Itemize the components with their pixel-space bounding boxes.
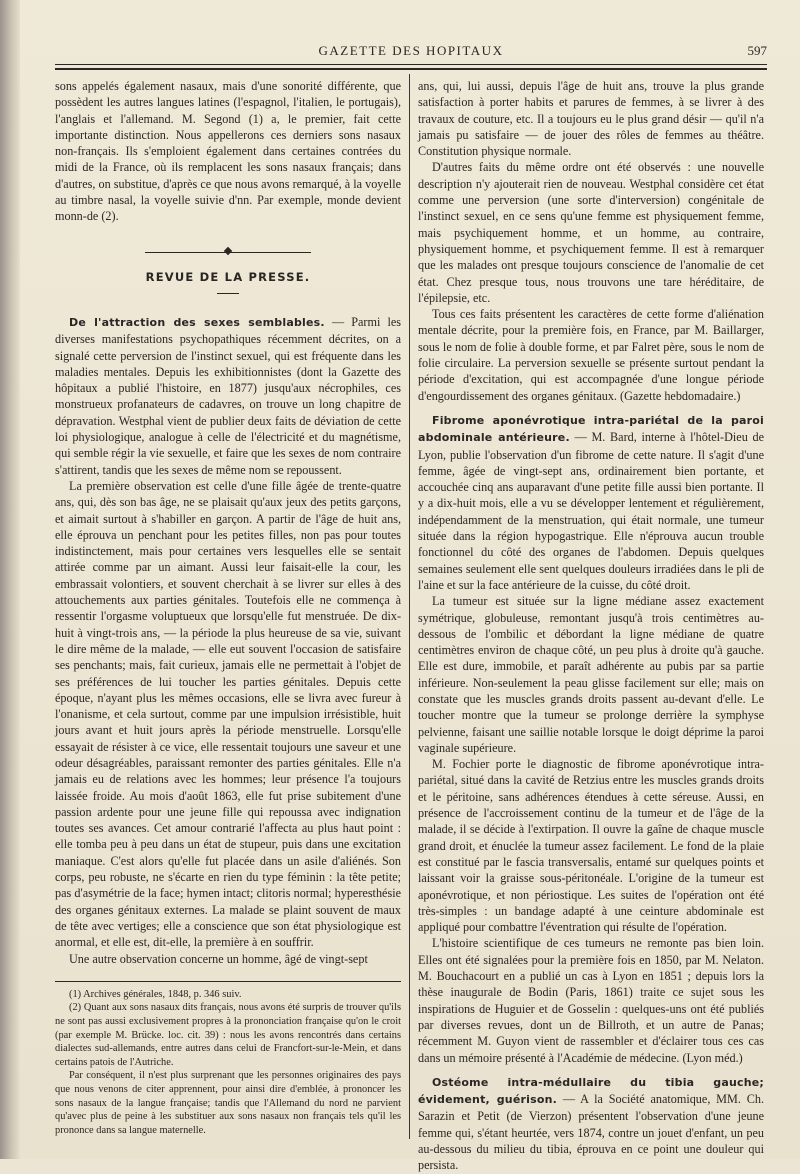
article-paragraph: De l'attraction des sexes semblables. — Parmi les diverses manifestations psychopathiques récemment décrites, on a signalé cette perversion de l'instinct sexuel, qui est fréquente dans les maladies mentales. Depuis les exhibitionnistes (dont la Gazette des hôpitaux a publié l'histoire, en 1877) jusqu'aux nécrophiles, ces monstrueux profanateurs de cadavres, on trouve un long chapitre de dépravation. Westphal vient de publier deux faits de déviation de cette loi physiologique, analogue à celle de l'électricité et du magnétisme, qui semble régir la vie sexuelle, et faire que les sexes de nom contraire s'attirent, tandis que les sexes de même nom se repoussent. bbox=[55, 314, 402, 477]
article-paragraph: La tumeur est située sur la ligne médiane assez exactement symétrique, globuleuse, remontant jusqu'à trois centimètres au-dessous de l'ombilic et débordant la ligne médiane de quatre centimètres environ de chaque côté, un peu plus à droite qu'à gauche. Elle est dure, immobile, et paraît adhérente au pubis par sa partie inférieure. Non-seulement la peau glisse facilement sur elle; mais on constate que les muscles grands droits passent au-devant d'elle. Le toucher montre que la tumeur se prolonge derrière la symphyse pelvienne, faisant une saillie notable lorsque le doigt déprime la paroi vaginale supérieure. bbox=[418, 594, 764, 755]
header-rule-thin bbox=[55, 64, 767, 65]
left-column bbox=[55, 78, 401, 1137]
article-paragraph: Fibrome aponévrotique intra-pariétal de la paroi abdominale antérieure. — M. Bard, interne à l'hôtel-Dieu de Lyon, publie l'observation d'un fibrome de cette nature. Il s'agit d'une femme, âgée de vingt-sept ans, ordinairement bien portante, et accouchée cinq ans auparavant d'une petite fille aussi bien portante. Il y a dix-huit mois, elle a vu se développer lentement et régulièrement, indépendamment de la menstruation, qui était normale, une tumeur située dans la région hypogastrique. Elle n'éprouva aucun trouble fonctionnel du côté des organes de l'abdomen. Depuis quelques semaines seulement elle sent quelques douleurs irradiées dans le pli de l'aine et sur la face antérieure de la cuisse, du côté droit. bbox=[418, 413, 765, 592]
page-number: 597 bbox=[747, 43, 767, 58]
footnotes bbox=[55, 988, 401, 1138]
article-paragraph: D'autres faits du même ordre ont été observés : une nouvelle description n'y ajouterait rien de nouveau. Westphal considère cet état comme une perversion (une sorte d'interversion) congénitale de l'instinct sexuel, en ce sens qu'une femme est physiquement femme, mais psychiquement homme, et un homme, au contraire, physiquement homme, et psychiquement femme. Il est à remarquer que les malades ont presque toujours conscience de l'anomalie de cet état. Chez presque tous, nous trouvons une tare héréditaire, de l'épilepsie, etc. bbox=[418, 160, 764, 305]
article-heading: Ostéome intra-médullaire du tibia gauche; évidement, guérison. bbox=[418, 1075, 764, 1107]
footnote: Par conséquent, il n'est plus surprenant que les personnes originaires des pays que nous venons de citer apprennent, pour ainsi dire d'emblée, à prononcer les sons nasaux de la langue française; tandis que l'Allemand du nord ne parvient qu'avec plus de peine à les substituer aux sons nasaux non français tels qu'il les prononce dans sa langue maternelle. bbox=[55, 1070, 401, 1136]
article-paragraph: Ostéome intra-médullaire du tibia gauche; évidement, guérison. — A la Société anatomique, MM. Ch. Sarazin et Petit (de Vierzon) présentent l'observation d'une jeune femme qui, s'étant heurtée, vers 1874, contre un jouet d'enfant, un peu au-dessous du milieu du tibia, éprouva en ce point une douleur qui persista. bbox=[418, 1075, 765, 1173]
right-column bbox=[418, 78, 764, 1174]
running-header bbox=[55, 41, 767, 61]
diamond-ornament-icon bbox=[224, 246, 232, 254]
article-paragraph: M. Fochier porte le diagnostic de fibrome aponévrotique intra-pariétal, situé dans la cavité de Retzius entre les muscles grands droits et le péritoine, sans adhérences étendues à cette séreuse. Aussi, en présence de l'accroissement continu de la tumeur et de l'âge de la malade, il se décide à l'extirpation. Il ouvre la gaîne de chaque muscle grand droit, et énuclée la tumeur assez facilement. Le fond de la plaie est constitué par le fascia transversalis, entamé sur quelques points et laissant voir la graisse sous-péritonéale. L'origine de la tumeur est aponévrotique, et non périostique. Les suites de l'opération ont été très-simples : un bandage adapté à une ceinture abdominale est appliqué pour combattre l'éventration qui résulte de l'opération. bbox=[418, 757, 764, 935]
article-paragraph: ans, qui, lui aussi, depuis l'âge de huit ans, trouve la plus grande satisfaction à porter habits et parures de femmes, à se livrer à des travaux de couture, etc. Il a toujours eu le plus grand désir — qu'il n'a jamais pu satisfaire — de jouer des rôles de femmes au théâtre. Constitution physique normale. bbox=[418, 79, 764, 159]
article-paragraph: Une autre observation concerne un homme, âgé de vingt-sept bbox=[69, 951, 368, 966]
article-paragraph: L'histoire scientifique de ces tumeurs ne remonte pas bien loin. Elles ont été signalées pour la première fois en 1850, par M. Nelaton. M. Bouchacourt en a publié un cas à Lyon en 1851 ; depuis lors la thèse inaugurale de Bodin (Paris, 1861) traite ce sujet sous les inspirations de Huguier et de Gosselin : quelques-uns ont été publiés par diverses revues, dont un de Billroth, et un autre de Panas; récemment M. Guyon vient de rassembler et d'éclairer tous ces cas dans un mémoire présenté à l'Académie de médecine. (Lyon méd.) bbox=[418, 936, 764, 1065]
header-rule-thick bbox=[55, 68, 767, 70]
footnote: (2) Quant aux sons nasaux dits français, nous avons été surpris de trouver qu'ils ne sont pas aussi exclusivement propres à la prononciation française qu'on le croit (par exemple M. Brücke. loc. cit. 39) : nous les avons rencontrés dans certains dialectes sud-allemands, entre autres dans celui de Francfort-sur-le-Mein, et dans certains patois de l'Autriche. bbox=[55, 1002, 401, 1068]
footnote-rule bbox=[55, 981, 401, 982]
article-heading: De l'attraction des sexes semblables. bbox=[69, 315, 325, 329]
article-heading: Fibrome aponévrotique intra-pariétal de la paroi abdominale antérieure. bbox=[418, 413, 764, 445]
section-ornament bbox=[55, 247, 401, 257]
binding-edge bbox=[0, 0, 20, 1159]
footnote: (1) Archives générales, 1848, p. 346 suiv. bbox=[69, 988, 242, 1000]
section-underline bbox=[217, 293, 239, 294]
journal-title: GAZETTE DES HOPITAUX bbox=[318, 43, 504, 58]
section-title: REVUE DE LA PRESSE. bbox=[145, 269, 311, 284]
article-paragraph: La première observation est celle d'une fille âgée de trente-quatre ans, qui, dès son bas âge, ne se plaisait qu'aux jeux des petits garçons, et aimait surtout à s'habiller en garçon. A partir de l'âge de huit ans, elle éprouva un penchant pour les petites filles, non pas pour toutes indistinctement, mais pour certaines vers lesquelles elle se sentait attirée comme par un aimant. Aussi leur faisait-elle la cour, les embrassait volontiers, et souvent cherchait à se livrer sur elles à des attouchements aux parties génitales. Toutefois elle ne commença à ressentir l'orgasme voluptueux que lorsqu'elle fut menstruée. De dix-huit à vingt-trois ans, — la période la plus heureuse de sa vie, suivant le dire même de la malade, — elle eut souvent l'occasion de satisfaire ses penchants; mais, fait curieux, jamais elle ne permettait à l'objet de ses préférences de lui toucher les parties génitales. Depuis cette époque, n'ayant plus les mêmes occasions, elle se livra avec fureur à l'onanisme, et cela surtout, comme par une impulsion irrésistible, huit jours avant et huit jours après la période menstruelle. Lorsqu'elle essayait de résister à ce vice, elle ressentait toujours une saveur et une odeur désagréables, paraissant remonter des parties génitales. Elle n'a jamais eu de relations avec les hommes; leur présence l'a toujours laissée froide. Au mois d'août 1863, elle fut prise subitement d'une passion ardente pour une jeune fille qui repoussa avec indignation toutes ses avances. Cet amour contrarié l'affecta au plus haut point : elle tomba peu à peu dans un état de stupeur, puis dans une excitation maniaque. C'est alors qu'elle fut placée dans un asile d'aliénés. Son corps, peu robuste, ne s'écarte en rien du type féminin : la tête petite; pas d'asymétrie de la face; hymen intact; clitoris normal; hyperesthésie des organes génitaux externes. La malade se plaint souvent de maux de tête avec vertiges; elle a conscience que son état physiologique est anormal, et elle est, dit-elle, la première à en souffrir. bbox=[55, 478, 401, 950]
intro-paragraph: sons appelés également nasaux, mais d'une sonorité différente, que possèdent les autres langues latines (l'espagnol, l'italien, le portugais), l'anglais et l'allemand. M. Segond (1) a, le premier, fait cette importante distinction. Nous appellerons ces derniers sons nasaux non-français. Ils s'emploient également dans certaines contrées du midi de la France, où ils remplacent les sons nasaux français; dans d'autres, on substitue, d'après ce que nous avons remarqué, à la voyelle au timbre nasal, la voyelle suivie d'nn. Par exemple, monde devient monn-de (2). bbox=[55, 79, 401, 224]
article-paragraph: Tous ces faits présentent les caractères de cette forme d'aliénation mentale décrite, pour la première fois, en France, par M. Baillarger, sous le nom de folie à double forme, et par Falret père, sous le nom de folie circulaire. La perversion sexuelle se présente surtout pendant la période d'excitation, qui est accompagnée d'une longue période d'engourdissement des organes génitaux. (Gazette hebdomadaire.) bbox=[418, 307, 764, 403]
column-divider bbox=[409, 74, 410, 1139]
